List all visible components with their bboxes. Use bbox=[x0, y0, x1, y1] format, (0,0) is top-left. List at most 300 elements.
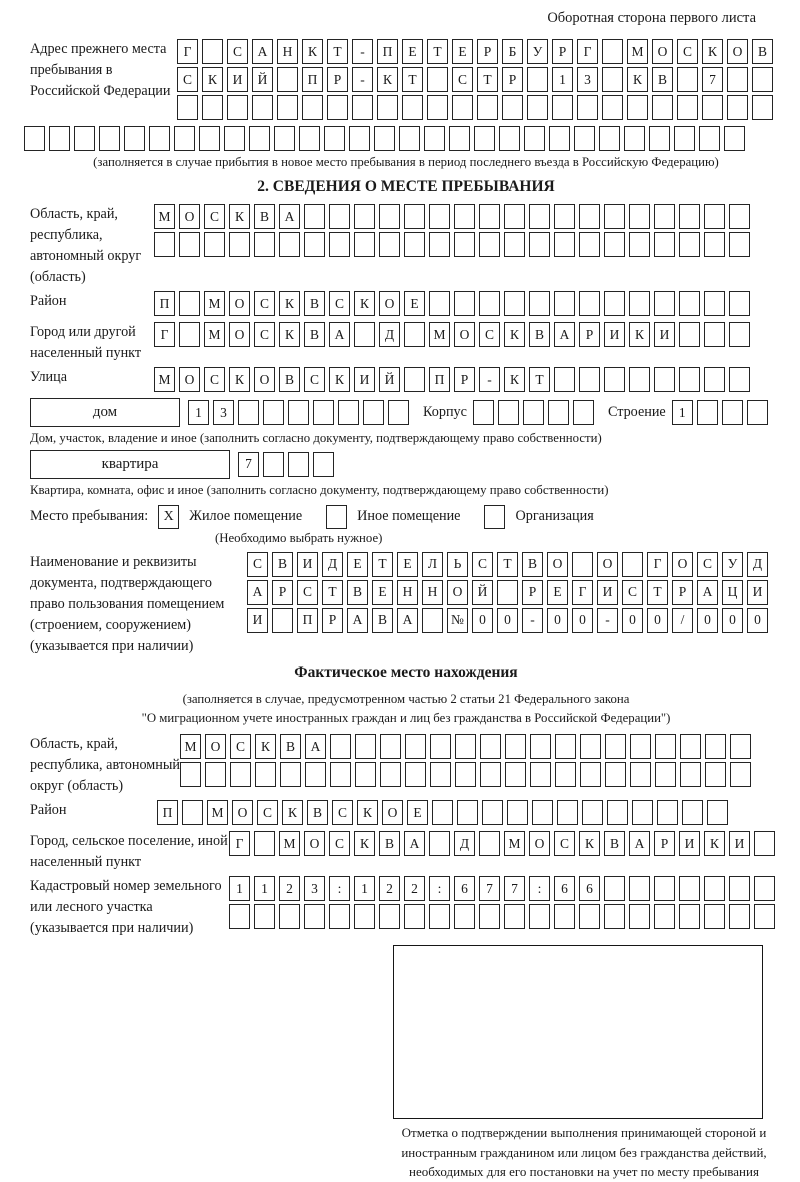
char-cell[interactable]: С bbox=[554, 831, 575, 856]
char-cell[interactable] bbox=[747, 400, 768, 425]
char-cell[interactable] bbox=[74, 126, 95, 151]
char-cell[interactable]: О bbox=[597, 552, 618, 577]
char-cell[interactable]: 7 bbox=[479, 876, 500, 901]
char-cell[interactable]: С bbox=[254, 322, 275, 347]
char-cell[interactable] bbox=[730, 762, 751, 787]
char-cell[interactable]: М bbox=[204, 322, 225, 347]
char-cell[interactable]: 0 bbox=[472, 608, 493, 633]
char-cell[interactable] bbox=[529, 232, 550, 257]
char-cell[interactable]: О bbox=[304, 831, 325, 856]
char-cell[interactable]: А bbox=[347, 608, 368, 633]
char-cell[interactable] bbox=[607, 800, 628, 825]
char-cell[interactable]: В bbox=[379, 831, 400, 856]
char-cell[interactable] bbox=[452, 95, 473, 120]
char-cell[interactable] bbox=[422, 608, 443, 633]
char-cell[interactable]: 7 bbox=[702, 67, 723, 92]
char-cell[interactable]: 7 bbox=[238, 452, 259, 477]
char-cell[interactable] bbox=[124, 126, 145, 151]
char-cell[interactable]: И bbox=[747, 580, 768, 605]
char-cell[interactable]: К bbox=[329, 367, 350, 392]
char-cell[interactable]: А bbox=[404, 831, 425, 856]
char-cell[interactable]: 0 bbox=[647, 608, 668, 633]
char-cell[interactable]: С bbox=[697, 552, 718, 577]
char-cell[interactable]: Т bbox=[322, 580, 343, 605]
char-cell[interactable]: К bbox=[279, 322, 300, 347]
char-cell[interactable] bbox=[705, 734, 726, 759]
char-cell[interactable] bbox=[154, 232, 175, 257]
char-cell[interactable] bbox=[279, 232, 300, 257]
char-cell[interactable]: М bbox=[627, 39, 648, 64]
char-cell[interactable] bbox=[254, 831, 275, 856]
char-cell[interactable] bbox=[657, 800, 678, 825]
char-cell[interactable]: И bbox=[354, 367, 375, 392]
char-cell[interactable]: К bbox=[704, 831, 725, 856]
char-cell[interactable]: Д bbox=[454, 831, 475, 856]
char-cell[interactable]: Т bbox=[497, 552, 518, 577]
char-cell[interactable]: О bbox=[229, 291, 250, 316]
char-cell[interactable] bbox=[354, 904, 375, 929]
char-cell[interactable]: К bbox=[354, 831, 375, 856]
char-cell[interactable] bbox=[454, 291, 475, 316]
char-cell[interactable] bbox=[263, 452, 284, 477]
char-cell[interactable] bbox=[179, 232, 200, 257]
char-cell[interactable]: В bbox=[347, 580, 368, 605]
char-cell[interactable]: С bbox=[204, 367, 225, 392]
char-cell[interactable]: О bbox=[232, 800, 253, 825]
char-cell[interactable]: С bbox=[257, 800, 278, 825]
char-cell[interactable]: А bbox=[554, 322, 575, 347]
char-cell[interactable]: И bbox=[654, 322, 675, 347]
char-cell[interactable]: Т bbox=[372, 552, 393, 577]
char-cell[interactable] bbox=[729, 291, 750, 316]
char-cell[interactable] bbox=[602, 95, 623, 120]
char-cell[interactable]: О bbox=[229, 322, 250, 347]
char-cell[interactable] bbox=[424, 126, 445, 151]
char-cell[interactable] bbox=[480, 762, 501, 787]
char-cell[interactable] bbox=[505, 762, 526, 787]
char-cell[interactable] bbox=[330, 734, 351, 759]
char-cell[interactable]: О bbox=[447, 580, 468, 605]
char-cell[interactable]: 0 bbox=[697, 608, 718, 633]
char-cell[interactable]: Е bbox=[452, 39, 473, 64]
char-cell[interactable] bbox=[654, 904, 675, 929]
char-cell[interactable] bbox=[455, 762, 476, 787]
char-cell[interactable]: № bbox=[447, 608, 468, 633]
char-cell[interactable]: П bbox=[377, 39, 398, 64]
char-cell[interactable] bbox=[654, 367, 675, 392]
char-cell[interactable]: О bbox=[254, 367, 275, 392]
char-cell[interactable] bbox=[754, 831, 775, 856]
char-cell[interactable] bbox=[679, 322, 700, 347]
char-cell[interactable] bbox=[529, 204, 550, 229]
char-cell[interactable] bbox=[249, 126, 270, 151]
char-cell[interactable] bbox=[354, 204, 375, 229]
char-cell[interactable] bbox=[449, 126, 470, 151]
char-cell[interactable]: - bbox=[522, 608, 543, 633]
char-cell[interactable] bbox=[655, 762, 676, 787]
char-cell[interactable] bbox=[174, 126, 195, 151]
char-cell[interactable] bbox=[202, 39, 223, 64]
char-cell[interactable] bbox=[752, 67, 773, 92]
char-cell[interactable] bbox=[680, 734, 701, 759]
char-cell[interactable] bbox=[304, 232, 325, 257]
char-cell[interactable] bbox=[555, 762, 576, 787]
char-cell[interactable] bbox=[274, 126, 295, 151]
char-cell[interactable]: И bbox=[297, 552, 318, 577]
char-cell[interactable] bbox=[554, 232, 575, 257]
char-cell[interactable] bbox=[479, 291, 500, 316]
char-cell[interactable] bbox=[629, 291, 650, 316]
char-cell[interactable]: К bbox=[354, 291, 375, 316]
char-cell[interactable]: С bbox=[329, 831, 350, 856]
char-cell[interactable] bbox=[704, 876, 725, 901]
char-cell[interactable] bbox=[404, 232, 425, 257]
char-cell[interactable]: П bbox=[154, 291, 175, 316]
char-cell[interactable] bbox=[230, 762, 251, 787]
char-cell[interactable] bbox=[238, 400, 259, 425]
char-cell[interactable]: 1 bbox=[552, 67, 573, 92]
char-cell[interactable]: Г bbox=[647, 552, 668, 577]
char-cell[interactable]: Е bbox=[407, 800, 428, 825]
char-cell[interactable] bbox=[498, 400, 519, 425]
char-cell[interactable]: О bbox=[179, 367, 200, 392]
char-cell[interactable] bbox=[380, 734, 401, 759]
char-cell[interactable] bbox=[629, 204, 650, 229]
char-cell[interactable] bbox=[330, 762, 351, 787]
char-cell[interactable]: В bbox=[304, 322, 325, 347]
char-cell[interactable] bbox=[554, 904, 575, 929]
char-cell[interactable] bbox=[179, 291, 200, 316]
char-cell[interactable] bbox=[729, 204, 750, 229]
char-cell[interactable]: О bbox=[529, 831, 550, 856]
char-cell[interactable]: И bbox=[679, 831, 700, 856]
char-cell[interactable] bbox=[604, 367, 625, 392]
char-cell[interactable]: М bbox=[279, 831, 300, 856]
char-cell[interactable] bbox=[405, 762, 426, 787]
char-cell[interactable] bbox=[454, 204, 475, 229]
char-cell[interactable] bbox=[302, 95, 323, 120]
char-cell[interactable]: А bbox=[252, 39, 273, 64]
char-cell[interactable] bbox=[454, 232, 475, 257]
checkbox-other-premises[interactable] bbox=[326, 505, 347, 529]
char-cell[interactable]: Р bbox=[322, 608, 343, 633]
char-cell[interactable] bbox=[548, 400, 569, 425]
char-cell[interactable] bbox=[229, 232, 250, 257]
char-cell[interactable]: П bbox=[302, 67, 323, 92]
char-cell[interactable]: Т bbox=[647, 580, 668, 605]
char-cell[interactable]: 7 bbox=[504, 876, 525, 901]
char-cell[interactable]: К bbox=[377, 67, 398, 92]
char-cell[interactable] bbox=[280, 762, 301, 787]
char-cell[interactable] bbox=[679, 876, 700, 901]
char-cell[interactable]: О bbox=[727, 39, 748, 64]
char-cell[interactable] bbox=[252, 95, 273, 120]
char-cell[interactable] bbox=[532, 800, 553, 825]
char-cell[interactable] bbox=[479, 831, 500, 856]
char-cell[interactable] bbox=[707, 800, 728, 825]
char-cell[interactable] bbox=[599, 126, 620, 151]
char-cell[interactable] bbox=[254, 232, 275, 257]
char-cell[interactable]: С bbox=[227, 39, 248, 64]
char-cell[interactable]: Н bbox=[422, 580, 443, 605]
char-cell[interactable] bbox=[754, 876, 775, 901]
char-cell[interactable] bbox=[572, 552, 593, 577]
char-cell[interactable]: 2 bbox=[404, 876, 425, 901]
char-cell[interactable]: А bbox=[397, 608, 418, 633]
char-cell[interactable] bbox=[313, 452, 334, 477]
char-cell[interactable]: В bbox=[307, 800, 328, 825]
char-cell[interactable] bbox=[530, 762, 551, 787]
char-cell[interactable]: 3 bbox=[213, 400, 234, 425]
char-cell[interactable]: Е bbox=[404, 291, 425, 316]
char-cell[interactable] bbox=[479, 204, 500, 229]
char-cell[interactable] bbox=[377, 95, 398, 120]
char-cell[interactable]: В bbox=[529, 322, 550, 347]
char-cell[interactable] bbox=[552, 95, 573, 120]
char-cell[interactable]: О bbox=[205, 734, 226, 759]
char-cell[interactable] bbox=[504, 232, 525, 257]
char-cell[interactable] bbox=[704, 291, 725, 316]
char-cell[interactable] bbox=[455, 734, 476, 759]
char-cell[interactable]: 0 bbox=[547, 608, 568, 633]
char-cell[interactable] bbox=[652, 95, 673, 120]
char-cell[interactable] bbox=[704, 367, 725, 392]
char-cell[interactable]: Л bbox=[422, 552, 443, 577]
char-cell[interactable]: В bbox=[522, 552, 543, 577]
char-cell[interactable] bbox=[180, 762, 201, 787]
char-cell[interactable]: С bbox=[472, 552, 493, 577]
char-cell[interactable] bbox=[277, 95, 298, 120]
char-cell[interactable] bbox=[329, 232, 350, 257]
char-cell[interactable] bbox=[524, 126, 545, 151]
char-cell[interactable] bbox=[627, 95, 648, 120]
char-cell[interactable] bbox=[99, 126, 120, 151]
char-cell[interactable]: И bbox=[597, 580, 618, 605]
char-cell[interactable] bbox=[427, 67, 448, 92]
char-cell[interactable]: Й bbox=[379, 367, 400, 392]
char-cell[interactable]: В bbox=[272, 552, 293, 577]
char-cell[interactable]: 0 bbox=[622, 608, 643, 633]
char-cell[interactable] bbox=[527, 95, 548, 120]
char-cell[interactable] bbox=[329, 904, 350, 929]
char-cell[interactable]: : bbox=[329, 876, 350, 901]
char-cell[interactable]: Г bbox=[572, 580, 593, 605]
char-cell[interactable]: Т bbox=[477, 67, 498, 92]
char-cell[interactable]: М bbox=[429, 322, 450, 347]
char-cell[interactable] bbox=[379, 232, 400, 257]
char-cell[interactable] bbox=[227, 95, 248, 120]
char-cell[interactable]: Е bbox=[547, 580, 568, 605]
char-cell[interactable] bbox=[49, 126, 70, 151]
char-cell[interactable]: 2 bbox=[279, 876, 300, 901]
char-cell[interactable]: Т bbox=[529, 367, 550, 392]
char-cell[interactable]: К bbox=[282, 800, 303, 825]
char-cell[interactable] bbox=[352, 95, 373, 120]
char-cell[interactable] bbox=[202, 95, 223, 120]
char-cell[interactable] bbox=[374, 126, 395, 151]
char-cell[interactable] bbox=[229, 904, 250, 929]
char-cell[interactable] bbox=[473, 400, 494, 425]
char-cell[interactable] bbox=[288, 400, 309, 425]
char-cell[interactable]: В bbox=[372, 608, 393, 633]
char-cell[interactable] bbox=[404, 204, 425, 229]
char-cell[interactable]: А bbox=[247, 580, 268, 605]
char-cell[interactable] bbox=[479, 232, 500, 257]
char-cell[interactable]: К bbox=[302, 39, 323, 64]
char-cell[interactable] bbox=[263, 400, 284, 425]
char-cell[interactable]: В bbox=[254, 204, 275, 229]
char-cell[interactable]: К bbox=[357, 800, 378, 825]
char-cell[interactable] bbox=[477, 95, 498, 120]
char-cell[interactable] bbox=[338, 400, 359, 425]
char-cell[interactable]: У bbox=[722, 552, 743, 577]
char-cell[interactable]: 0 bbox=[722, 608, 743, 633]
char-cell[interactable]: 0 bbox=[497, 608, 518, 633]
char-cell[interactable] bbox=[530, 734, 551, 759]
char-cell[interactable]: К bbox=[504, 367, 525, 392]
char-cell[interactable]: С bbox=[254, 291, 275, 316]
char-cell[interactable] bbox=[682, 800, 703, 825]
char-cell[interactable]: 2 bbox=[379, 876, 400, 901]
char-cell[interactable] bbox=[182, 800, 203, 825]
char-cell[interactable] bbox=[704, 204, 725, 229]
char-cell[interactable] bbox=[504, 904, 525, 929]
char-cell[interactable]: К bbox=[504, 322, 525, 347]
char-cell[interactable] bbox=[604, 232, 625, 257]
char-cell[interactable] bbox=[697, 400, 718, 425]
char-cell[interactable] bbox=[277, 67, 298, 92]
char-cell[interactable]: Т bbox=[402, 67, 423, 92]
char-cell[interactable] bbox=[554, 367, 575, 392]
char-cell[interactable] bbox=[388, 400, 409, 425]
char-cell[interactable] bbox=[655, 734, 676, 759]
char-cell[interactable] bbox=[704, 322, 725, 347]
char-cell[interactable] bbox=[654, 876, 675, 901]
char-cell[interactable] bbox=[622, 552, 643, 577]
char-cell[interactable]: 6 bbox=[579, 876, 600, 901]
char-cell[interactable]: Е bbox=[397, 552, 418, 577]
char-cell[interactable] bbox=[629, 232, 650, 257]
checkbox-organization[interactable] bbox=[484, 505, 505, 529]
char-cell[interactable] bbox=[555, 734, 576, 759]
char-cell[interactable] bbox=[722, 400, 743, 425]
char-cell[interactable]: В bbox=[280, 734, 301, 759]
char-cell[interactable] bbox=[24, 126, 45, 151]
char-cell[interactable]: Н bbox=[397, 580, 418, 605]
char-cell[interactable]: 1 bbox=[229, 876, 250, 901]
char-cell[interactable] bbox=[480, 734, 501, 759]
char-cell[interactable]: П bbox=[157, 800, 178, 825]
char-cell[interactable]: О bbox=[454, 322, 475, 347]
char-cell[interactable] bbox=[355, 762, 376, 787]
char-cell[interactable] bbox=[704, 904, 725, 929]
char-cell[interactable] bbox=[630, 762, 651, 787]
char-cell[interactable]: Р bbox=[454, 367, 475, 392]
char-cell[interactable] bbox=[354, 232, 375, 257]
char-cell[interactable]: С bbox=[230, 734, 251, 759]
char-cell[interactable]: Р bbox=[272, 580, 293, 605]
char-cell[interactable]: М bbox=[154, 367, 175, 392]
char-cell[interactable] bbox=[654, 204, 675, 229]
char-cell[interactable]: С bbox=[622, 580, 643, 605]
char-cell[interactable]: Р bbox=[579, 322, 600, 347]
char-cell[interactable] bbox=[305, 762, 326, 787]
char-cell[interactable] bbox=[179, 322, 200, 347]
char-cell[interactable]: В bbox=[279, 367, 300, 392]
char-cell[interactable] bbox=[580, 762, 601, 787]
char-cell[interactable]: К bbox=[255, 734, 276, 759]
char-cell[interactable]: Р bbox=[672, 580, 693, 605]
char-cell[interactable] bbox=[629, 876, 650, 901]
char-cell[interactable]: Е bbox=[347, 552, 368, 577]
char-cell[interactable] bbox=[205, 762, 226, 787]
char-cell[interactable]: Д bbox=[322, 552, 343, 577]
char-cell[interactable] bbox=[529, 904, 550, 929]
char-cell[interactable] bbox=[504, 291, 525, 316]
char-cell[interactable]: К bbox=[702, 39, 723, 64]
char-cell[interactable] bbox=[504, 204, 525, 229]
char-cell[interactable] bbox=[554, 291, 575, 316]
char-cell[interactable]: Р bbox=[522, 580, 543, 605]
char-cell[interactable]: К bbox=[202, 67, 223, 92]
char-cell[interactable] bbox=[497, 580, 518, 605]
char-cell[interactable]: М bbox=[180, 734, 201, 759]
char-cell[interactable] bbox=[304, 904, 325, 929]
char-cell[interactable]: - bbox=[597, 608, 618, 633]
char-cell[interactable] bbox=[379, 204, 400, 229]
char-cell[interactable] bbox=[199, 126, 220, 151]
char-cell[interactable]: И bbox=[604, 322, 625, 347]
char-cell[interactable]: Р bbox=[327, 67, 348, 92]
char-cell[interactable]: С bbox=[329, 291, 350, 316]
char-cell[interactable]: : bbox=[529, 876, 550, 901]
char-cell[interactable]: Е bbox=[372, 580, 393, 605]
char-cell[interactable] bbox=[679, 291, 700, 316]
char-cell[interactable]: И bbox=[247, 608, 268, 633]
char-cell[interactable]: И bbox=[227, 67, 248, 92]
char-cell[interactable] bbox=[529, 291, 550, 316]
char-cell[interactable]: К bbox=[229, 204, 250, 229]
char-cell[interactable] bbox=[363, 400, 384, 425]
char-cell[interactable]: А bbox=[305, 734, 326, 759]
char-cell[interactable] bbox=[430, 734, 451, 759]
char-cell[interactable] bbox=[674, 126, 695, 151]
char-cell[interactable] bbox=[404, 367, 425, 392]
char-cell[interactable] bbox=[605, 734, 626, 759]
char-cell[interactable]: Г bbox=[154, 322, 175, 347]
char-cell[interactable] bbox=[629, 367, 650, 392]
char-cell[interactable] bbox=[288, 452, 309, 477]
char-cell[interactable] bbox=[554, 204, 575, 229]
char-cell[interactable] bbox=[579, 204, 600, 229]
char-cell[interactable]: Т bbox=[427, 39, 448, 64]
char-cell[interactable] bbox=[680, 762, 701, 787]
char-cell[interactable] bbox=[679, 204, 700, 229]
char-cell[interactable] bbox=[677, 67, 698, 92]
char-cell[interactable] bbox=[405, 734, 426, 759]
char-cell[interactable] bbox=[632, 800, 653, 825]
char-cell[interactable]: М bbox=[154, 204, 175, 229]
char-cell[interactable]: 6 bbox=[554, 876, 575, 901]
char-cell[interactable] bbox=[574, 126, 595, 151]
char-cell[interactable] bbox=[579, 291, 600, 316]
char-cell[interactable]: 3 bbox=[304, 876, 325, 901]
char-cell[interactable] bbox=[474, 126, 495, 151]
char-cell[interactable] bbox=[399, 126, 420, 151]
char-cell[interactable]: - bbox=[352, 39, 373, 64]
char-cell[interactable] bbox=[724, 126, 745, 151]
char-cell[interactable] bbox=[654, 232, 675, 257]
